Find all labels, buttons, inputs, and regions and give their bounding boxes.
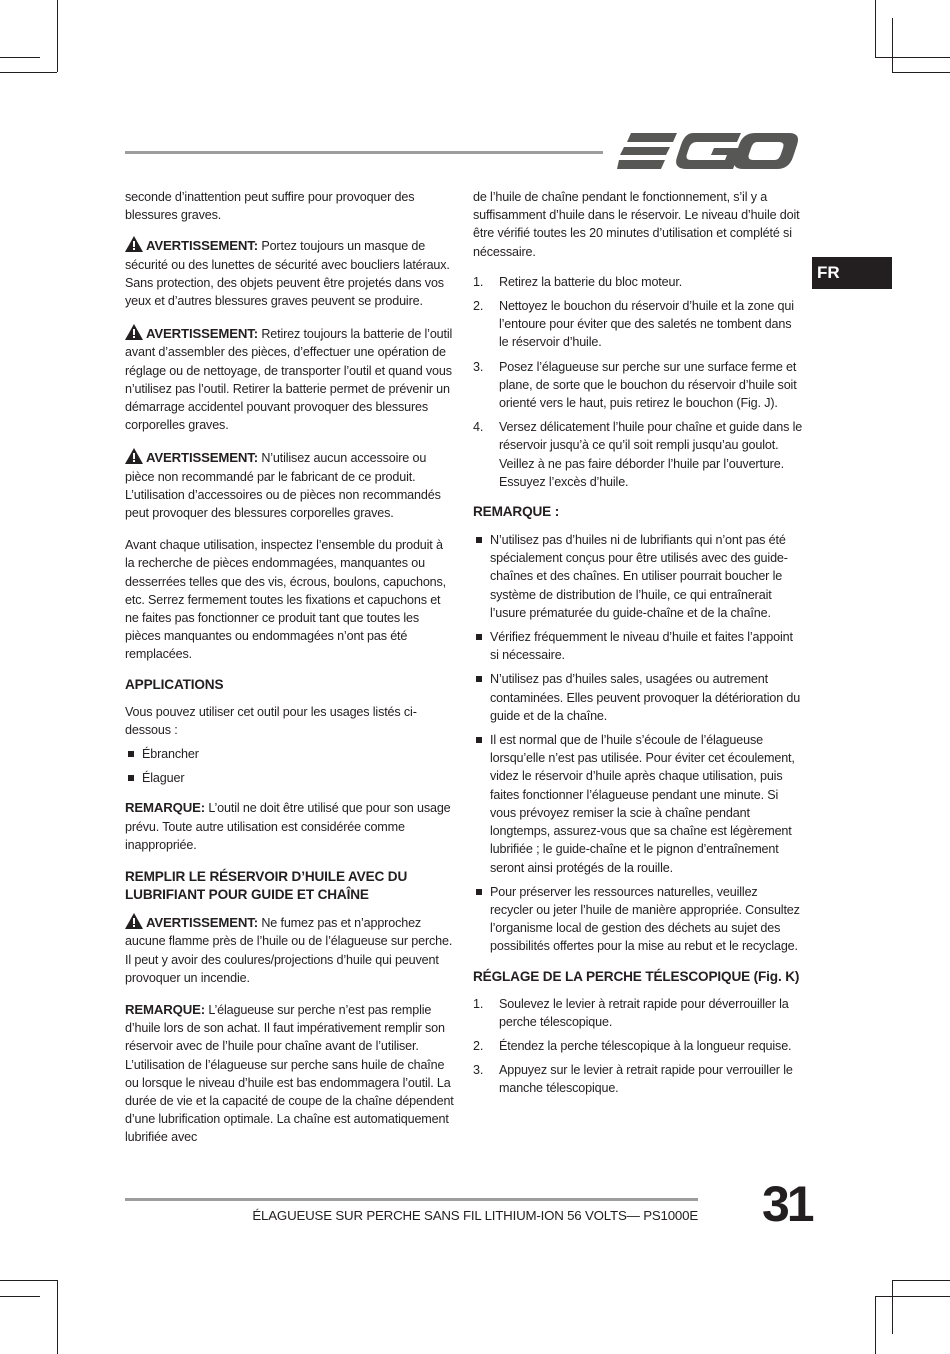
note-list (473, 531, 803, 955)
crop-mark (57, 0, 58, 72)
list-item: Ébrancher (125, 745, 455, 763)
page-number: 31 (762, 1176, 812, 1232)
crop-mark (875, 1296, 950, 1297)
applications-intro: Vous pouvez utiliser cet outil pour les usages listés ci-dessous : (125, 704, 417, 737)
header-rule (125, 151, 603, 154)
right-column (473, 188, 803, 1110)
step-text: Étendez la perche télescopique à la longueur requise. (499, 1038, 792, 1053)
warning-block (125, 324, 455, 434)
crop-mark (875, 0, 876, 57)
list-item: N’utilisez pas d’huiles ni de lubrifiants qui n’ont pas été spécialement conçus pour être utilisés avec des guide-chaînes et des chaînes. En utiliser pourrait boucher le système de distribution de l’huile, ce qui entraînerait l’usure prématurée du guide-chaîne et de la chaîne. (473, 531, 803, 622)
warning-block (125, 448, 455, 522)
footer-rule (125, 1198, 698, 1201)
warning-icon (125, 324, 143, 340)
step-item (473, 995, 803, 1031)
note-block (125, 1001, 455, 1147)
note-label: REMARQUE: (125, 800, 205, 816)
bullet-icon (476, 634, 482, 640)
crop-mark (875, 1296, 876, 1354)
crop-mark (0, 57, 40, 58)
note-label: REMARQUE: (125, 1001, 205, 1017)
footer-title: ÉLAGUEUSE SUR PERCHE SANS FIL LITHIUM-ION 56 VOLTS— PS1000E (252, 1208, 698, 1223)
intro-text: seconde d’inattention peut suffire pour provoquer des blessures graves. (125, 190, 415, 223)
step-item (473, 418, 803, 491)
crop-mark (57, 1280, 58, 1354)
step-text: Retirez la batterie du bloc moteur. (499, 274, 683, 289)
bullet-icon (476, 737, 482, 743)
list-item: Élaguer (125, 769, 455, 787)
note-block (125, 799, 455, 854)
crop-mark (0, 1280, 57, 1281)
crop-mark (892, 1280, 950, 1281)
step-item (473, 358, 803, 413)
step-number: 2. (473, 299, 484, 314)
note-text: L’élagueuse sur perche n’est pas remplie d’huile lors de son achat. Il faut impérativement remplir son réservoir avec de l’huile pour chaîne avant de l’utiliser. L’utilisation de l’élagueuse sur perche sans huile de chaîne ou lorsque le niveau d’huile est bas endommagera l’outil. La durée de vie et la capacité de coupe de la chaîne dépendent d’une lubrification optimale. La chaîne est automatiquement lubrifiée avec (125, 1002, 454, 1145)
note-heading: REMARQUE : (473, 504, 560, 520)
crop-mark (875, 57, 950, 58)
warning-label: AVERTISSEMENT: (146, 238, 258, 254)
step-number: 2. (473, 1038, 484, 1053)
step-item (473, 297, 803, 352)
warning-label: AVERTISSEMENT: (146, 915, 258, 931)
crop-mark (892, 18, 893, 72)
warning-text: Retirez toujours la batterie de l’outil avant d’assembler des pièces, d’effectuer une opération de réglage ou de nettoyage, de transporter l’outil et quand vous n’utilisez pas l’outil. Retirer la batterie permet de prévenir un démarrage accidentel pouvant provoquer des blessures corporelles graves. (125, 327, 453, 433)
step-number: 1. (473, 996, 484, 1011)
step-text: Appuyez sur le levier à retrait rapide pour verrouiller le manche télescopique. (499, 1063, 793, 1096)
note-text: L’outil ne doit être utilisé que pour son usage prévu. Toute autre utilisation est considérée comme inappropriée. (125, 801, 451, 852)
list-item: Vérifiez fréquemment le niveau d’huile et faites l’appoint si nécessaire. (473, 628, 803, 664)
step-number: 1. (473, 274, 484, 289)
fill-heading: REMPLIR LE RÉSERVOIR D’HUILE AVEC DU LUBRIFIANT POUR GUIDE ET CHAÎNE (125, 869, 408, 903)
left-column (125, 188, 455, 1159)
warning-icon (125, 448, 143, 464)
bullet-icon (476, 889, 482, 895)
bullet-icon (128, 775, 134, 781)
crop-mark (0, 72, 57, 73)
step-item (473, 273, 803, 291)
warning-label: AVERTISSEMENT: (146, 326, 258, 342)
warning-block (125, 236, 455, 310)
inspection-text: Avant chaque utilisation, inspectez l’ensemble du produit à la recherche de pièces endommagées, manquantes ou desserrées telles que des vis, écrous, boulons, capuchons, etc. Serrez fermement toutes les fixations et capuchons et ne faites pas fonctionner ce produit tant que toutes les pièces manquantes ou endommagées n’ont pas été remplacées. (125, 538, 447, 662)
warning-block (125, 913, 455, 987)
warning-text: Portez toujours un masque de sécurité ou des lunettes de sécurité avec boucliers latéraux. Sans protection, des objets peuvent être projetés dans vos yeux et d’autres blessures graves peuvent se produire. (125, 239, 450, 309)
step-number: 3. (473, 359, 484, 374)
crop-mark (0, 1296, 40, 1297)
list-item: Pour préserver les ressources naturelles, veuillez recycler ou jeter l’huile de manière appropriée. Consultez l’organisme local de gestion des déchets au sujet des possibilités offertes pour la mise au rebut et le recyclage. (473, 883, 803, 956)
fill-steps (473, 273, 803, 491)
bullet-icon (476, 537, 482, 543)
ego-logo (617, 131, 799, 171)
step-item (473, 1037, 803, 1055)
pole-heading: RÉGLAGE DE LA PERCHE TÉLESCOPIQUE (Fig. K) (473, 968, 800, 984)
language-tab: FR (812, 257, 892, 289)
warning-text: Ne fumez pas et n’approchez aucune flamme près de l’huile ou de l’élagueuse sur perche. Il peut y avoir des coulures/projections d’huile qui peuvent provoquer un incendie. (125, 916, 453, 985)
warning-label: AVERTISSEMENT: (146, 450, 258, 466)
warning-icon (125, 913, 143, 929)
crop-mark (892, 1280, 893, 1334)
warning-text: N’utilisez aucun accessoire ou pièce non recommandé par le fabricant de ce produit. L’utilisation d’accessoires ou de pièces non recommandés peut provoquer des blessures corporelles graves. (125, 451, 441, 521)
bullet-icon (128, 751, 134, 757)
list-item: Il est normal que de l’huile s’écoule de l’élagueuse lorsqu’elle n’est pas utilisée. Pour éviter cet écoulement, videz le réservoir d’huile après chaque utilisation, puis faites fonctionner l’élagueuse pendant une minute. Si vous prévoyez remiser la scie à chaîne pendant longtemps, assurez-vous que sa chaîne est légèrement lubrifiée ; le guide-chaîne et le pignon d’entraînement seront ainsi protégés de la rouille. (473, 731, 803, 877)
applications-list (125, 745, 455, 787)
step-text: Posez l’élagueuse sur perche sur une surface ferme et plane, de sorte que le bouchon du réservoir d’huile soit orienté vers le haut, puis retirez le bouchon (Fig. J). (499, 359, 797, 411)
step-text: Soulevez le levier à retrait rapide pour déverrouiller la perche télescopique. (499, 996, 789, 1029)
applications-heading: APPLICATIONS (125, 676, 224, 692)
step-number: 4. (473, 420, 484, 435)
step-text: Nettoyez le bouchon du réservoir d’huile et la zone qui l’entoure pour éviter que des saletés ne tombent dans le réservoir d’huile. (499, 299, 794, 350)
bullet-icon (476, 676, 482, 682)
pole-steps (473, 995, 803, 1098)
crop-mark (892, 72, 950, 73)
step-item (473, 1061, 803, 1097)
continuation-text: de l’huile de chaîne pendant le fonctionnement, s’il y a suffisamment d’huile dans le réservoir. Le niveau d’huile doit être vérifié toutes les 20 minutes d’utilisation et complété si nécessaire. (473, 190, 800, 259)
list-item: N’utilisez pas d’huiles sales, usagées ou autrement contaminées. Elles peuvent provoquer la détérioration du guide et de la chaîne. (473, 670, 803, 725)
step-text: Versez délicatement l’huile pour chaîne et guide dans le réservoir jusqu’à ce qu’il soit rempli jusqu’au goulot. Veillez à ne pas faire déborder l’huile par l’ouverture. Essuyez l’excès d’huile. (499, 420, 803, 489)
warning-icon (125, 236, 143, 252)
step-number: 3. (473, 1063, 484, 1078)
